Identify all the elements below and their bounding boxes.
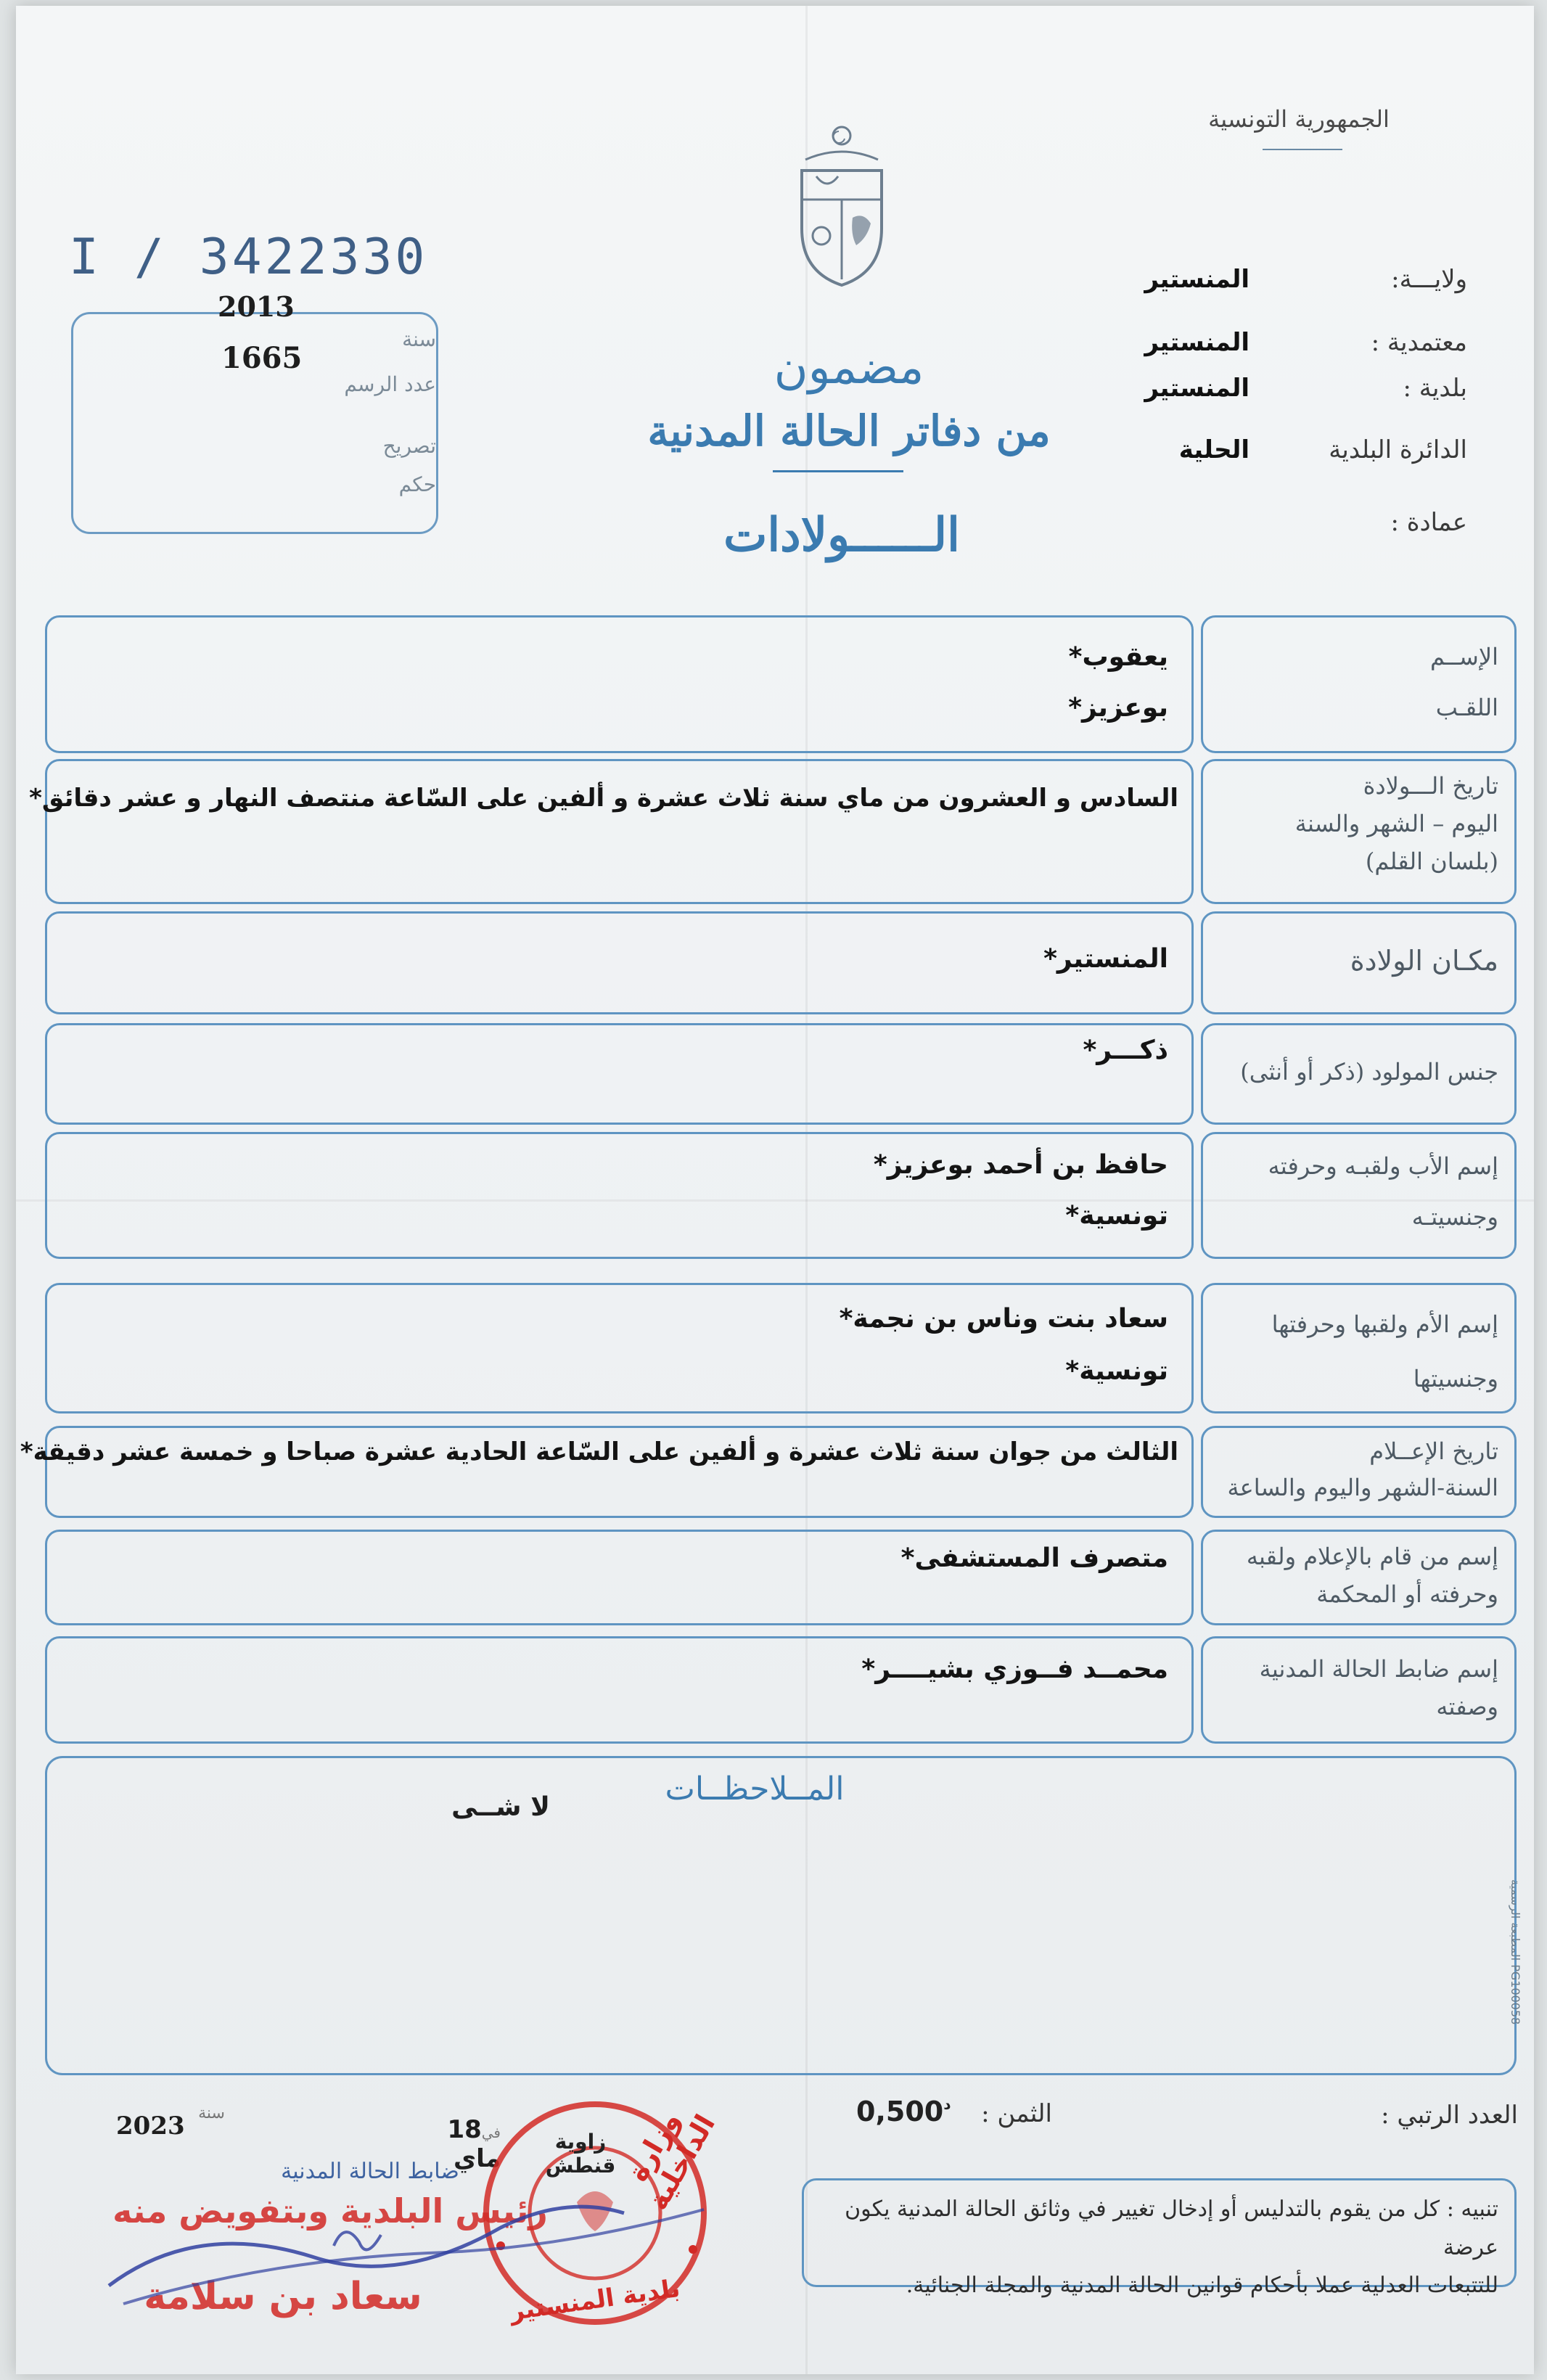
- birth-date-label-cell: [1201, 759, 1517, 904]
- declaration-date-value: الثالث من جوان سنة ثلاث عشرة و ألفين على السّاعة الحادية عشرة صباحا و خمسة عشر دقيقة*: [20, 1437, 1178, 1466]
- registration-year-label: سنة: [402, 327, 436, 351]
- declaration-date-label-2: السنة-الشهر واليوم والساعة: [1227, 1474, 1498, 1501]
- declaration-date-label-1: تاريخ الإعــلام: [1369, 1437, 1498, 1465]
- declarant-label-1: إسم من قام بالإعلام ولقبه: [1246, 1543, 1498, 1570]
- father-label-1: إسم الأب ولقبـه وحرفته: [1268, 1152, 1498, 1180]
- registration-number-value: 1665: [221, 341, 303, 375]
- sector-label: عمادة :: [1390, 508, 1467, 537]
- document-title-sub: من دفاتر الحالة المدنية: [647, 406, 1051, 456]
- governorate-value: المنستير: [1144, 265, 1250, 294]
- mother-label-2: وجنسيتها: [1413, 1365, 1498, 1392]
- birth-date-label-2: اليوم – الشهر والسنة: [1294, 810, 1498, 837]
- issue-date-value: 18 ماي: [447, 2115, 501, 2173]
- officer-value-cell: [45, 1636, 1194, 1744]
- birth-place-value-cell: [45, 911, 1194, 1014]
- surname-label: اللقـب: [1435, 694, 1498, 721]
- name-value-cell: [45, 615, 1194, 753]
- birth-place-label: مكـان الولادة: [1350, 945, 1498, 977]
- delegation-row: [1032, 328, 1467, 357]
- sex-label: جنس المولود (ذكر أو أنثى): [1240, 1058, 1498, 1086]
- notes-value: لا شــى: [451, 1792, 550, 1822]
- father-label-2: وجنسيتـه: [1411, 1203, 1498, 1231]
- district-label: الدائرة البلدية: [1329, 435, 1467, 464]
- officer-title: ضابط الحالة المدنية: [281, 2159, 459, 2184]
- heading-underline: [1263, 149, 1342, 150]
- rectangular-stamp-name: سعاد بن سلامة: [144, 2275, 422, 2318]
- warning-text: [816, 2191, 1498, 2305]
- birth-place-value: المنستير*: [1043, 944, 1168, 974]
- declaration-date-label-cell: [1201, 1426, 1517, 1518]
- rectangular-stamp-title: رئيس البلدية وبتفويض منه: [112, 2191, 548, 2231]
- mother-label-1: إسم الأم ولقبها وحرفتها: [1271, 1310, 1498, 1338]
- municipality-label: بلدية :: [1403, 374, 1467, 403]
- warning-box: [802, 2178, 1517, 2298]
- mother-value-cell: [45, 1283, 1194, 1413]
- delegation-value: المنستير: [1144, 328, 1250, 357]
- mother-name-value: سعاد بنت وناس بن نجمة*: [839, 1304, 1168, 1334]
- price-unit: د: [943, 2096, 951, 2113]
- declaration-label: تصريح: [382, 434, 436, 458]
- governorate-label: ولايـــة:: [1391, 265, 1467, 294]
- judgment-label: حكم: [398, 472, 436, 496]
- section-title-births: الــــــولادات: [723, 508, 960, 562]
- officer-label-1: إسم ضابط الحالة المدنية: [1259, 1655, 1498, 1683]
- name-value: يعقوب*: [1068, 642, 1168, 672]
- handwritten-signature-icon: [94, 2177, 747, 2322]
- surname-value: بوعزيز*: [1068, 693, 1168, 723]
- father-nationality-value: تونسية*: [1065, 1201, 1168, 1231]
- municipality-value: المنستير: [1144, 374, 1250, 403]
- serial-number: I / 3422330: [69, 229, 428, 286]
- issue-place: زاوية قنطش: [545, 2130, 616, 2178]
- name-label: الإســم: [1430, 643, 1498, 670]
- father-label-cell: [1201, 1132, 1517, 1259]
- republic-heading: الجمهورية التونسية: [1208, 105, 1390, 133]
- notes-title: المــلاحظــات: [665, 1770, 845, 1807]
- document-title-main: مضمون: [774, 341, 924, 395]
- sex-value: ذكـــر*: [1083, 1035, 1168, 1065]
- sex-value-cell: [45, 1023, 1194, 1125]
- father-name-value: حافظ بن أحمد بوعزيز*: [873, 1150, 1168, 1180]
- father-value-cell: [45, 1132, 1194, 1259]
- declaration-date-value-cell: [20, 1426, 1194, 1518]
- sector-row: [1032, 508, 1467, 537]
- title-underline: [773, 470, 903, 472]
- serial-order-label: العدد الرتبي :: [1381, 2101, 1518, 2130]
- warning-line-2: للتتبعات العدلية عملا بأحكام قوانين الحالة المدنية والمجلة الجنائية.: [906, 2273, 1498, 2298]
- printer-code: المطبعة الرسمية PG100058: [1509, 1879, 1522, 2025]
- stamp-ring-top: وزارة الداخلية: [621, 2106, 722, 2216]
- price-value: [856, 2096, 951, 2127]
- issue-year-label: سنة: [198, 2104, 225, 2122]
- birth-date-value-cell: [29, 759, 1194, 904]
- price-label: الثمن :: [981, 2099, 1052, 2128]
- birth-date-label-1: تاريخ الـــولادة: [1363, 772, 1498, 800]
- registration-number-label: عدد الرسم: [344, 372, 436, 396]
- birth-place-label-cell: [1201, 911, 1517, 1014]
- officer-label-cell: [1201, 1636, 1517, 1744]
- municipality-row: [1032, 374, 1467, 403]
- name-label-cell: [1201, 615, 1517, 753]
- warning-line-1: تنبيه : كل من يقوم بالتدليس أو إدخال تغيير في وثائق الحالة المدنية يكون عرضة: [845, 2196, 1498, 2260]
- mother-nationality-value: تونسية*: [1065, 1356, 1168, 1386]
- sex-label-cell: [1201, 1023, 1517, 1125]
- delegation-label: معتمدية :: [1371, 328, 1467, 357]
- district-row: [1032, 435, 1467, 464]
- governorate-row: [1032, 265, 1467, 294]
- registration-year-value: 2013: [218, 290, 295, 323]
- birth-date-value: السادس و العشرون من ماي سنة ثلاث عشرة و ألفين على السّاعة منتصف النهار و عشر دقائق*: [29, 784, 1178, 813]
- issue-date-prefix: في: [481, 2124, 501, 2141]
- officer-value: محمــد فــوزي بشيــــر*: [861, 1654, 1168, 1684]
- declarant-value-cell: [45, 1530, 1194, 1625]
- tunisia-coat-of-arms-icon: [784, 120, 900, 294]
- stamp-ring-bottom: بلدية المنستير: [508, 2273, 682, 2327]
- mother-label-cell: [1201, 1283, 1517, 1413]
- declarant-label-cell: [1201, 1530, 1517, 1625]
- declarant-value: متصرف المستشفى*: [900, 1543, 1168, 1573]
- price-amount: 0,500: [856, 2096, 944, 2127]
- declarant-label-2: وحرفته أو المحكمة: [1316, 1580, 1498, 1608]
- issue-year-value: 2023: [116, 2112, 185, 2141]
- officer-label-2: وصفته: [1436, 1693, 1498, 1720]
- birth-date-label-3: (بلسان القلم): [1365, 848, 1498, 875]
- district-value: الحلية: [1178, 435, 1250, 464]
